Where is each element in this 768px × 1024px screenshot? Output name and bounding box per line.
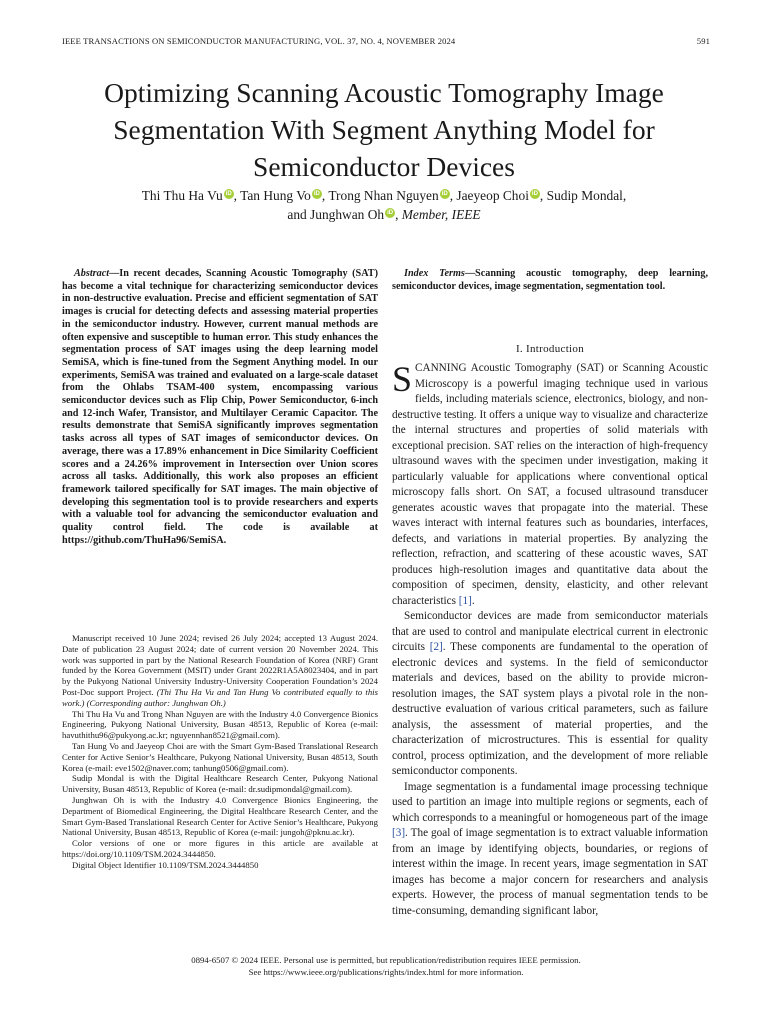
abstract-block xyxy=(62,268,378,547)
orcid-icon[interactable]: iD xyxy=(387,210,394,216)
paragraph xyxy=(392,780,708,920)
paragraph xyxy=(392,609,708,780)
paragraph-text: . The goal of image segmentation is to extract valuable information from an image by identifying objects, boundaries, or regions of interest within the image. In recent years, image segmentation in SAT images has become a major concern for researchers and analysis experts. However, the process of manual segmentation tends to be time-consuming, demanding significant labor, xyxy=(392,827,708,917)
abstract-lead: Abstract xyxy=(74,268,110,279)
orcid-icon[interactable]: iD xyxy=(225,191,232,197)
orcid-icon[interactable]: iD xyxy=(441,191,448,197)
index-terms-text: —Scanning acoustic tomography, deep learning, semiconductor devices, image segmentation, segmentation tool. xyxy=(392,268,708,292)
paragraph-text: Image segmentation is a fundamental image processing technique used to partition an image into multiple regions or segments, each of which corresponds to a meaningful or homogeneous part of the image xyxy=(392,780,708,824)
rights-line: See https://www.ieee.org/publications/rights/index.html for more information. xyxy=(248,966,524,977)
introduction-body xyxy=(392,361,708,919)
page-number: 591 xyxy=(696,36,710,46)
running-header xyxy=(62,36,710,48)
citation-link[interactable]: [2] xyxy=(429,641,443,653)
drop-cap: S xyxy=(392,359,413,399)
index-terms xyxy=(392,268,708,293)
copyright-line: 0894-6507 © 2024 IEEE. Personal use is permitted, but republication/redistribution requires IEEE permission. xyxy=(191,955,581,965)
doi-note: Digital Object Identifier 10.1109/TSM.2024.3444850 xyxy=(72,859,259,870)
journal-citation: IEEE TRANSACTIONS ON SEMICONDUCTOR MANUFACTURING, VOL. 37, NO. 4, NOVEMBER 2024 xyxy=(62,36,456,46)
index-terms-block xyxy=(392,268,708,293)
citation-link[interactable]: [3] xyxy=(392,827,406,839)
affiliation-note: Junghwan Oh is with the Industry 4.0 Convergence Bionics Engineering, the Department of Biomedical Engineering, the Digital Healthcare Research Center, and the Smart Gym-Based Translational Research Center for Active Senior’s Healthcare, Pukyong National University, Busan 48513, Republic of Korea (e-mail: jungoh@pknu.ac.kr). xyxy=(62,794,378,838)
paragraph xyxy=(392,361,708,609)
paragraph-text: Semiconductor devices are made from semiconductor materials that are used to control and manipulate electrical current in electronic circuits xyxy=(392,610,708,653)
paper-title: Optimizing Scanning Acoustic Tomography Image Segmentation With Segment Anything Model for Semiconductor Devices xyxy=(104,77,664,182)
paragraph-text: . xyxy=(471,594,475,607)
corresponding-author-note: (Thi Thu Ha Vu and Tan Hung Vo contributed equally to this work.) (Corresponding author: Junghwan Oh.) xyxy=(62,686,378,708)
author-name: Tan Hung Vo xyxy=(240,188,311,203)
paragraph-text: . These components are fundamental to the operation of electronic devices and systems. In the field of semiconductor materials and devices, based on the ability to provide micron-resolution images, the SAT system plays a pivotal role in the non-destructive evaluation of various critical parameters, such as failure analysis, the assessment of material properties, and the characterization of microstructures. This is essential for quality control, process optimization, and the development of more reliable semiconductor components. xyxy=(392,641,708,777)
manuscript-note xyxy=(62,633,378,709)
author-name: Sudip Mondal, xyxy=(546,188,627,203)
author-name: and Junghwan Oh xyxy=(287,207,385,222)
citation-link[interactable]: [1] xyxy=(458,594,472,607)
abstract-text: —In recent decades, Scanning Acoustic Tomography (SAT) has become a vital technique for characterizing semiconductor devices in non-destructive evaluation. Precise and efficient segmentation of SAT images is crucial for detecting defects and assessing material properties in the semiconductor industry. However, current manual methods are often expensive and susceptible to human error. This study enhances the segmentation process of SAT images using the deep learning model SemiSA, which is fine-tuned from the Segment Anything model. In our experiments, SemiSA was trained and evaluated on a large-scale dataset from the Ohlabs TSAM-400 system, encompassing various semiconductor devices such as Flip Chip, Power Semiconductor, 6-inch and 12-inch Wafer, Transistor, and Multilayer Ceramic Capacitor. The results demonstrate that SemiSA significantly improves segmentation tasks across all types of SAT images of semiconductor devices. On average, there was a 17.89% enhancement in Dice Similarity Coefficient scores and a 24.26% improvement in Intersection over Union scores across all tasks. Additionally, this work also proposes an efficient framework tailored specifically for SAT images. The main objective of developing this segmentation tool is to provide researchers and experts with a valuable tool for advancing the semiconductor evaluation and quality control field. The code is available at https://github.com/ThuHa96/SemiSA. xyxy=(62,268,378,546)
member-designation: Member, IEEE xyxy=(401,207,481,222)
orcid-icon[interactable]: iD xyxy=(313,191,320,197)
author-name: Jaeyeop Choi xyxy=(456,188,529,203)
abstract xyxy=(62,268,378,547)
author-name: Trong Nhan Nguyen xyxy=(328,188,439,203)
affiliation-note: Thi Thu Ha Vu and Trong Nhan Nguyen are with the Industry 4.0 Convergence Bionics Engineering, Pukyong National University, Busan 48513, Republic of Korea (e-mail: havuthithu96@pukyong.ac.kr; nguyennhan8521@gmail.com). xyxy=(62,708,378,741)
affiliation-note: Tan Hung Vo and Jaeyeop Choi are with the Smart Gym-Based Translational Research Center for Active Senior’s Healthcare, Pukyong National University, Busan 48513, South Korea (e-mail: eve1502@naver.com; tanhung0506@gmail.com). xyxy=(62,740,378,773)
color-versions-note: Color versions of one or more figures in this article are available at https://doi.org/10.1109/TSM.2024.3444850. xyxy=(62,838,378,859)
section-heading: I. Introduction xyxy=(515,343,585,355)
footnotes xyxy=(62,633,378,871)
author-list: Thi Thu Ha Vu iD , Tan Hung Vo iD , Trong Nhan Nguyen iD , Jaeyeop Choi iD , Sudip Mondal, and Junghwan Oh iD , Member, IEEE xyxy=(141,188,627,222)
orcid-icon[interactable]: iD xyxy=(531,191,538,197)
manuscript-note-text: Manuscript received 10 June 2024; revised 26 July 2024; accepted 13 August 2024. Date of publication 23 August 2024; date of current version 20 November 2024. This work was supported in part by the National Research Foundation of Korea (NRF) Grant funded by the Korea Government (MSIT) under Grant 2022R1A5A8023404, and in part by the Pukyong National University Industry-University Cooperation Foundation’s 2024 Post-Doc support Project. xyxy=(62,633,378,697)
index-terms-lead: Index Terms xyxy=(404,268,465,279)
copyright-footer xyxy=(62,955,710,978)
author-name: Thi Thu Ha Vu xyxy=(141,188,223,203)
paragraph-text: CANNING Acoustic Tomography (SAT) or Scanning Acoustic Microscopy is a powerful imaging technique used in various fields, including materials science, electronics, biology, and non-destructive testing. It offers a unique way to visualize and characterize the internal structures and properties of solid materials with exceptional precision. SAT relies on the interaction of high-frequency ultrasound waves with the specimen under investigation, making it particularly valuable for applications where conventional optical microscopy falls short. On SAT, a focused ultrasound transducer generates acoustic waves that propagate into the material. These waves interact with internal features such as boundaries, interfaces, defects, and variations in material properties. By analyzing the reflection, refraction, and scattering of these acoustic waves, SAT produces high-resolution images and quantitative data about the composition of specimen, density, elasticity, and other relevant characteristics xyxy=(392,362,708,607)
affiliation-note: Sudip Mondal is with the Digital Healthcare Research Center, Pukyong National University, Busan 48513, Republic of Korea (e-mail: dr.sudipmondal@gmail.com). xyxy=(62,773,378,795)
